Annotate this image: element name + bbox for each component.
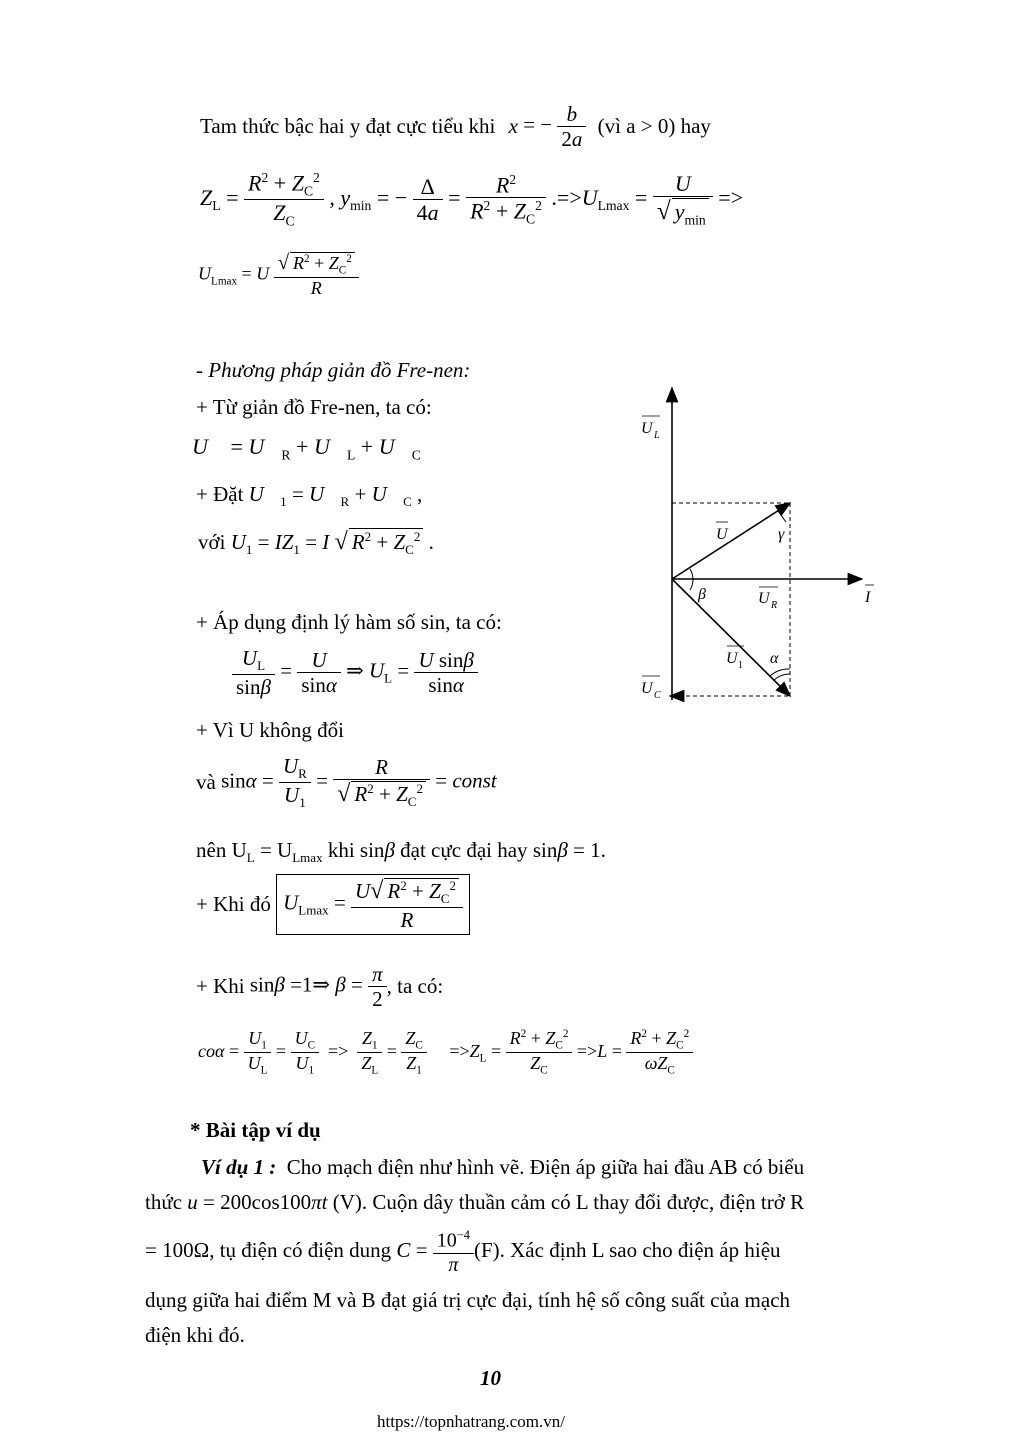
b-over-2a: $\frac{b}{2a}$ [557, 102, 586, 151]
vector-u [672, 503, 790, 579]
label-alpha: α [770, 650, 779, 667]
intro-text: Tam thức bậc hai y đạt cực tiểu khi [200, 114, 496, 139]
svg-text:L: L [654, 430, 660, 441]
intro-text-after: (vì a > 0) hay [597, 114, 711, 139]
label-u: U [716, 526, 728, 543]
from-diagram: + Từ giản đồ Fre-nen, ta có: [196, 395, 432, 419]
set-u1: + Đặt $U⃗_1$ = $U⃗_R$ + $U⃗_C$ , [196, 482, 423, 510]
label-beta: β [698, 586, 706, 603]
exercise-heading: * Bài tập ví dụ [190, 1118, 321, 1142]
sin-alpha-const: và sinα = $\frac{U_R}{U_1}$ = $\frac{R}{√ R^2 + Z_C^2}$ = const [196, 754, 497, 811]
arrow-text: .=> [551, 184, 582, 210]
with-u1: với $U_1 = IZ_1 = I$ √ $R^2 + Z_C^2$ . [198, 528, 434, 558]
formula-zl-ymin: $Z_L$ = $\frac{R^2 + Z_C^2}{Z_C}$ , $y_{min}$ = − $\frac{\Delta}{4a}$ = $\frac{R^2}{R^2 + Z_C^2}$ $.=>U_{Lmax}$ = $\frac{U}{√ y_{min}}$ => [200, 170, 744, 229]
cos-alpha-chain: coα = $\frac{U_1}{U_L}$ = $\frac{U_C}{U_1}$ => $\frac{Z_1}{Z_L}$ = $\frac{Z_C}{Z_1}$ $=>Z_L$ = $\frac{R^2 + Z_C^2}{Z_C}$ =>L = $\frac{R^2 + Z_C^2}{\omega Z_C}$ [198, 1028, 693, 1078]
when-box-line: + Khi đó $U_{Lmax}$ = $\frac{U√ R^2 + Z_C^2}{R}$ [196, 874, 470, 935]
vector-sum: U⃗ = $U⃗_R$ + $U⃗_L$ + $U⃗_C$ [192, 434, 421, 463]
svg-text:C: C [654, 690, 661, 701]
vector-u1 [672, 579, 790, 696]
formula-ulmax-1: $U_{Lmax} = U$ $\frac{√ R^2 + Z_C^2}{R}$ [198, 252, 359, 299]
when-sin-beta: + Khi sinβ =1⇒ β = $\frac{\pi}{2}$ , ta có: [196, 962, 444, 1012]
page-number: 10 [480, 1366, 501, 1390]
intro-line: Tam thức bậc hai y đạt cực tiểu khi x = − $\frac{b}{2a}$ (vì a > 0) hay [200, 102, 711, 152]
then-text: nên $U_L = U_{Lmax}$ khi sinβ đạt cực đại hay sinβ = 1. [196, 838, 606, 866]
u-const: + Vì U không đổi [196, 718, 344, 742]
svg-text:R: R [771, 600, 778, 611]
label-uc: U [641, 680, 653, 697]
label-ur: U [758, 590, 770, 607]
label-gamma: γ [778, 526, 785, 543]
apply-sin: + Áp dụng định lý hàm số sin, ta có: [196, 610, 502, 634]
footer-url: https://topnhatrang.com.vn/ [377, 1412, 565, 1431]
arrow-text-end: => [718, 184, 744, 210]
label-ul: U [641, 420, 653, 437]
method-title: - Phương pháp giản đồ Fre-nen: [196, 358, 471, 382]
exercise-paragraph: Ví dụ 1 : Cho mạch điện như hình vẽ. Điện áp giữa hai đầu AB có biểu thức u = 200cos100πt (V). Cuộn dây thuần cảm có L thay đổi được, điện trở R = 100Ω, tụ điện có điện dung C = $\frac{10^{-4}}{\pi}$ (F). Xác định L sao cho điện áp hiệu dụng giữa hai điểm M và B đạt giá trị cực đại, tính hệ số công suất của mạch điện khi đó. [145, 1155, 805, 1347]
sin-law: $\frac{U_L}{\sin\beta}$ = $\frac{U}{\sin\alpha}$ ⇒ $U_L$ = $\frac{\text{U sinβ}}{\sin\alpha}$ [232, 646, 478, 699]
label-u1: U [726, 650, 738, 667]
fresnel-diagram [630, 380, 890, 720]
label-i: I [865, 589, 871, 606]
svg-text:1: 1 [738, 660, 743, 671]
